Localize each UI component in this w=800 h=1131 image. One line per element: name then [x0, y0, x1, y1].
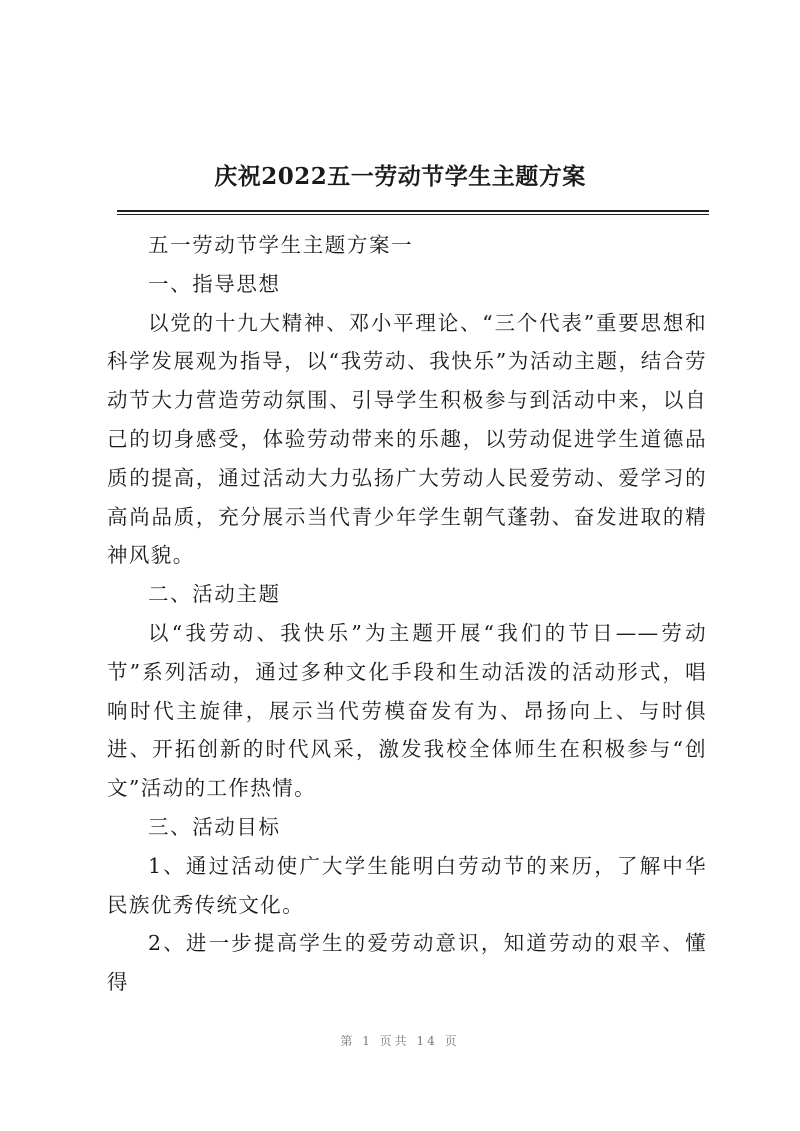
paragraph-activity-theme: 以“我劳动、我快乐”为主题开展“我们的节日——劳动节”系列活动，通过多种文化手段和生动活泼的活动形式，唱响时代主旋律，展示当代劳模奋发有为、昂扬向上、与时俱进、开拓创新的时代风采，激发我校全体师生在积极参与“创文”活动的工作热情。 — [107, 620, 707, 801]
section-heading-activity-goals: 三、活动目标 — [148, 814, 281, 839]
title-divider-thin — [117, 214, 709, 215]
section-heading-guiding-ideology: 一、指导思想 — [148, 271, 281, 296]
section-heading-activity-theme: 二、活动主题 — [148, 582, 281, 607]
paragraph-goal-2: 2、进一步提高学生的爱劳动意识，知道劳动的艰辛、懂得 — [107, 931, 707, 995]
document-title: 庆祝2022五一劳动节学生主题方案 — [214, 163, 586, 190]
title-divider-thick — [117, 210, 709, 212]
page-footer: 第 1 页共 14 页 — [340, 1034, 460, 1048]
paragraph-goal-1: 1、通过活动使广大学生能明白劳动节的来历，了解中华民族优秀传统文化。 — [107, 853, 707, 917]
paragraph-guiding-ideology: 以党的十九大精神、邓小平理论、“三个代表”重要思想和科学发展观为指导，以“我劳动、我快乐”为活动主题，结合劳动节大力营造劳动氛围、引导学生积极参与到活动中来，以自己的切身感受，体验劳动带来的乐趣，以劳动促进学生道德品质的提高，通过活动大力弘扬广大劳动人民爱劳动、爱学习的高尚品质，充分展示当代青少年学生朝气蓬勃、奋发进取的精神风貌。 — [107, 310, 707, 568]
section-subtitle: 五一劳动节学生主题方案一 — [148, 233, 414, 257]
document-body — [107, 226, 707, 1002]
